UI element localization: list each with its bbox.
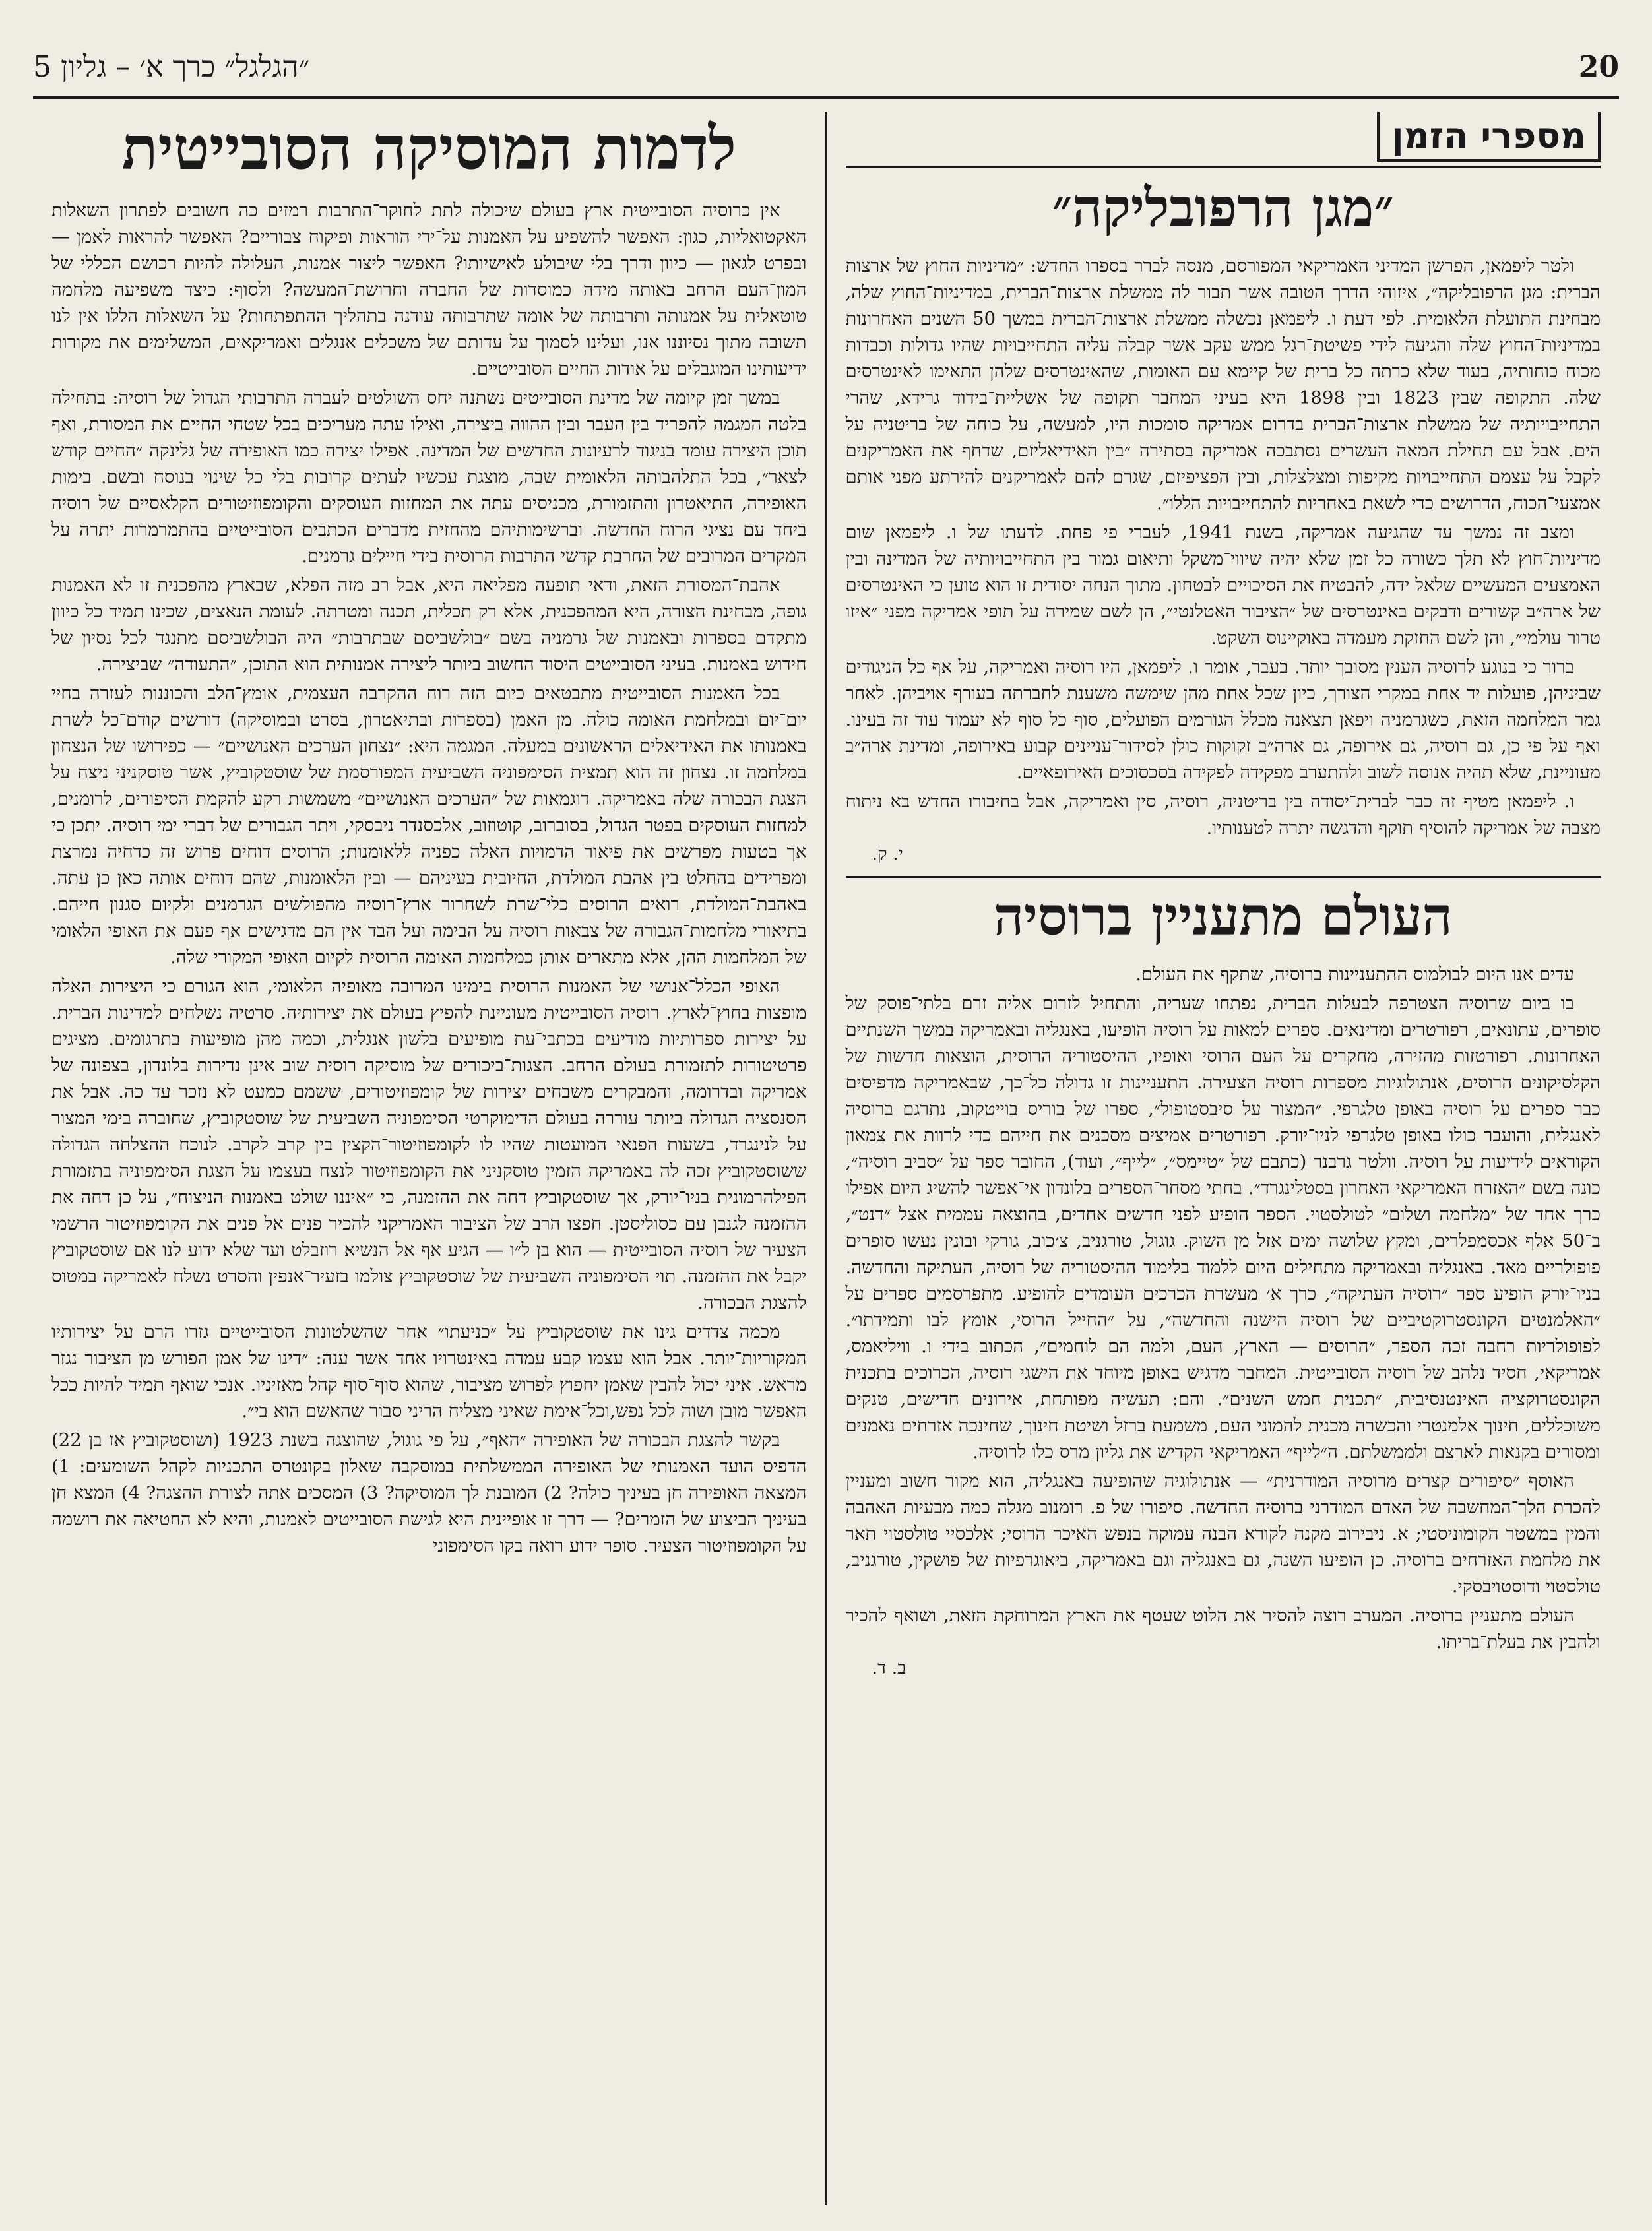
paragraph: האוסף ״סיפורים קצרים מרוסיה המודרנית״ — אנתולוגיה שהופיעה באנגליה, הוא מקור חשוב ומעניין להכרת הלך־המחשבה של האדם המודרני ברוסיה החדשה. סיפורו של פ. רומנוב מגלה כמה מבעיות האהבה והמין במשטר הקומוניסטי; א. ניבירוב מקנה לקורא הבנה עמוקה בנפש האיכר הרוסי; אלכסיי טולסטוי תאר את מלחמת האזרחים ברוסיה. כן הופיעו השנה, גם באנגליה וגם באמריקה, ביאוגרפיות של פושקין, טורגניב, טולסטוי ודוסטויבסקי. xyxy=(845,1470,1601,1597)
paragraph: האופי הכלל־אנושי של האמנות הרוסית בימינו המרובה מאופיה הלאומי, הוא הגורם כי היצירות האלה מופצות בחוץ־לארץ. רוסיה הסובייטית מעוניינת להפיץ בעולם את יצירותיה. סרטיה נשלחים למדינות הברית. על יצירות ספרותיות מודיעים בכתבי־עת מופיעים בלשון אנגלית, וכמה מהן מופיעות בתרגומים. מציגים פרטיטורות לתזמורת בעולם הרחב. הצגות־ביכורים של מוסיקה רוסית שוב אינן נדירות בלונדון, בצפונה של אמריקה ובדרומה, והמבקרים משבחים יצירות של קומפוזיטורים, ששמם כמעט לא נזכר עד כה. אבל את הסנסציה הגדולה ביותר עוררה בעולם הדימוקרטי הסימפוניה השביעית של שוסטקוביץ, שחוברה בימי המצור על לנינגרד, בשעות הפנאי המועטות שהיו לו לקומפוזיטור־הקצין בין קרב לקרב. לנוכח ההצלחה הגדולה ששוסטקוביץ זכה לה באמריקה הזמין טוסקניני את הקומפוזיטור לנצח בעצמו על הצגת הסימפוניה בתזמורת הפילהרמונית בניו־יורק, אך שוסטקוביץ דחה את ההזמנה, כי ״איננו שולט באמנות הניצוח״, על כן דחה את ההזמנה לגנבן עם כסוליסטן. חפצו הרב של הציבור האמריקני להכיר פנים אל פנים את הקומפוזיטור הרשמי הצעיר של רוסיה הסובייטית — הוא בן ל״ו — הגיע אף אל הנשיא רוזבלט ועד שלא ידוע לנו אם שוסטקוביץ יקבל את ההזמנה. תוי הסימפוניה השביעית של שוסטקוביץ צולמו בזעיר־אנפין והסרט נשלח לאמריקה במטוס להצגת הבכורה. xyxy=(51,976,807,1313)
paragraph: ולטר ליפמאן, הפרשן המדיני האמריקאי המפורסם, מנסה לברר בספרו החדש: ״מדיניות החוץ של ארצות הברית: מגן הרפובליקה״, איזוהי הדרך הטובה אשר תבור לה ממשלת ארצות־הברית, במדיניות־החוץ שלה, מבחינת התועלת הלאומית. לפי דעת ו. ליפמאן נכשלה ממשלת ארצות־הברית במשך 50 השנים האחרונות במדיניות־החוץ שלה והגיעה לידי פשיטת־רגל ממש עקב אשר קבלה עליה התחייבויות שהיו גדולות וכבדות מכוח כוחותיה, בעוד שלא כרתה כל ברית של קיימא עם האומות, שהאינטרסים שלהן התאימו לאינטרסים שלה. התקופה שבין 1823 ובין 1898 היא בעיני המחבר תקופה של אשליית־בידוד גרידא, שהרי התחייבויותיה של ממשלת ארצות־הברית בדרום אמריקה סומכות היו, למעשה, על כוחה של בריטניה על הים. אבל עם תחילת המאה העשרים נסתבכה אמריקה בסתירה ״בין האידיאליזם, שדחף את האמריקנים לקבל על עצמם התחייבויות מקיפות ומצלצלות, ובין הפציפיזם, שגרם להם לאמריקנים להירתע מפני אותם אמצעי־הכוח, הדרושים כדי לשאת באחריות להתחייבויות הללו״. xyxy=(845,255,1601,514)
section-tag: מספרי הזמן xyxy=(1377,112,1601,162)
article-title: העולם מתעניין ברוסיה xyxy=(994,885,1453,947)
article-title: לדמות המוסיקה הסובייטית xyxy=(121,113,737,183)
article-body xyxy=(51,197,807,1559)
running-title: ״הגלגל״ כרך א׳ – גליון 5 xyxy=(33,49,310,84)
paragraph: ומצב זה נמשך עד שהגיעה אמריקה, בשנת 1941, לעברי פי פחת. לדעתו של ו. ליפמאן שום מדיניות־חוץ לא תלך כשורה כל זמן שלא יהיה שיווי־משקל ותיאום גמור בין התחייבויותיה של המדינה ובין האמצעים המעשיים שלאל ידה, להבטיח את הסיכויים לבטחון. מתוך הנחה יסודית זו הוא טוען כי האינטרסים של ארה״ב קשורים ודבקים באינטרסים של ״הציבור האטלנטי״, הן לשם שמירה על תופי אמריקה מפני ״איזו טרור עולמי״, והן לשם החזקת מעמדה באוקיינוס השקט. xyxy=(845,522,1601,648)
author-signature: ב. ד. xyxy=(872,1658,906,1678)
paragraph: בו ביום שרוסיה הצטרפה לבעלות הברית, נפתחו שעריה, והתחיל לזרום אליה זרם בלתי־פוסק של סופרים, עתונאים, רפורטרים ומדינאים. ספרים למאות על רוסיה הופיעו, באנגליה ובאמריקה במשך השנתיים האחרונות. רפורטזות מהזירה, מחקרים על העם הרוסי ואופיו, ההיסטוריה הרוסית, הוצאות חדשות של הקלסיקונים הרוסים, אנתולוגיות מספרות רוסיה הצעירה. התעניינות זו גדולה כל־כך, שבאמריקה מדפיסים כבר ספרים על רוסיה באופן טלגרפי. ״המצור על סיבסטופול״, ספרו של בוריס בוייטקוב, נתרגם ברוסיה לאנגלית, והועבר כולו באופן טלגרפי לניו־יורק. רפורטרים אמיצים מסכנים את חייהם כדי לרוות את צמאון הקוראים לידיעות על רוסיה. וולטר גרבנר (כתבם של ״טיימס״, ״לייף״, ועוד), החובר ספר על ״סביב רוסיה״, כונה בשם ״האזרח האמריקאי האחרון בסטלינגרד״. בחתי מסחר־הספרים בלונדון אי־אפשר להשיג היום אפילו כרך אחד של ״מלחמה ושלום״ לטולסטוי. הספר הופיע לפני חדשים אחדים, בהוצאה עממית אצל ״דנט״, ב־50 אלף אכסמפלרים, ומקץ שלושה ימים אזל מן השוק. גוגול, טורגניב, צ׳כוב, גורקי ובונין נעשו סופרים פופולריים מאד. באנגליה ובאמריקה מתחילים היום ללמוד בלימוד ההיסטוריה של רוסיה, העתיקה והחדשה. בניו־יורק הופיע ספר ״רוסיה העתיקה״, כרך א׳ מעשרת הכרכים העומדים להופיע. מתפרסמים ספרים על ״האלמנטים הקונסטרוקטיביים של רוסיה הישנה והחדשה״, על ״החייל הרוסי, אומץ לבו ותמידתו״. לפופולריות רחבה זכה הספר, ״הרוסים — הארץ, העם, ולמה הם לוחמים״, הכתוב בידי ו. וויליאמס, אמריקאי, חסיד נלהב של רוסיה הסובייטית. המחבר מדגיש באופן מיוחד את הישגי רוסיה, הכרוכים בתכנית הקונסטרוקציה האינטנסיבית, ״תכנית חמש השנים״. והם: תעשיה מפותחת, אירונים חדישים, טנקים משוכללים, חינוך אלמנטרי והכשרה מכנית להמוני העם, משמעת ברזל ושיטת חינוך, שחינכה אזרחים נאמנים ומסורים בקנאות לארצם ולממשלתם. ה״לייף״ האמריקאי הקדיש את גליון מרס כלו לרוסיה. xyxy=(845,993,1601,1462)
left-column xyxy=(33,112,827,2205)
paragraph: מכמה צדדים גינו את שוסטקוביץ על ״כניעתו״ אחר שהשלטונות הסובייטיים גזרו הרם על יצירותיו המקוריות־יותר. אבל הוא עצמו קבע עמדה באינטרויו אחד אשר ענה: ״דינו של אמן הפורש מן הציבור נגזר מראש. איני יכול להבין שאמן יחפוץ לפרוש מציבור, שהוא סוף־סוף קהל מאזיניו. אנכי שואף תמיד להיות ככל האפשר מובן ושוה לכל נפש,וכל־אימת שאיני מצליח הריני סבור שהאשם הוא בי״. xyxy=(51,1321,807,1422)
paragraph: ברור כי בנוגע לרוסיה הענין מסובך יותר. בעבר, אומר ו. ליפמאן, היו רוסיה ואמריקה, על אף כל הניגודים שביניהן, פועלות יד אחת במקרי הצורך, כיון שכל אחת מהן שימשה משענת לחברתה בעורף אויביהן. לאחר גמר המלחמה הזאת, כשגרמניה ויפאן תצאנה מכלל הגורמים הפועלים, סוף כל סוף לא יעמוד עוד זה בעינו. ואף על פי כן, גם רוסיה, גם אירופה, גם ארה״ב זקוקות כולן לסידור־עניינים קבוע באירופה, ומדינת ארה״ב מעוניינת, שלא תהיה אנוסה לשוב ולהתערב מפקידה לפקידה בסכסוכים האירופאיים. xyxy=(845,656,1601,783)
paragraph: אהבת־המסורת הזאת, ודאי תופעה מפליאה היא, אבל רב מזה הפלא, שבארץ מהפכנית זו לא האמנות גופה, מבחינת הצורה, היא המהפכנית, אלא רק תכלית, תכנה ומטרתה. לעומת הנאצים, שכינו תמיד כל כיוון מתקדם בספרות ובאמנות של גרמניה בשם ״בולשביסם שבתרבות״ היה הבולשביסם מתנגד לכל נסיון של חידוש באמנות. בעיני הסובייטים היסוד החשוב ביותר ליצירה אמנותית הוא התוכן, ״התעודה״ שביצירה. xyxy=(51,575,807,675)
paragraph: העולם מתעניין ברוסיה. המערב רוצה להסיר את הלוט שעטף את הארץ המרוחקת הזאת, ושואף להכיר ולהבין את בעלת־בריתו. xyxy=(845,1605,1601,1652)
article-divider xyxy=(846,876,1601,878)
paragraph: במשך זמן קיומה של מדינת הסובייטים נשתנה יחס השולטים לעברה התרבותי הגדול של רוסיה: בתחילה בלטה המגמה להפריד בין העבר ובין ההווה ביצירה, ואילו עתה מעריכים בכל שטחי החיים את המסורת, ואף תוכן היצירה עומד בניגוד לרעיונות החדשים של המדינה. אפילו יצירה כמו האופירה של גלינקה ״החיים קודש לצאר״, בכל התלהבותה הלאומית שבה, מוצגת עכשיו לעתים קרובות בלי כל שינוי בנוסח ובשם. בימות האופירה, התיאטרון והתזמורת, מכניסים עתה את המחזות העוסקים והקומפוזיטורים הקלאסיים של רוסיה ביחד עם נציגי הרוח החדשה. וברשימותיהם מהחזית מדברים הכתבים הסובייטיים בהתמרמרות יתרה על המקרים המרובים של החרבת קדשי התרבות הרוסית בידי חיילים גרמנים. xyxy=(51,387,807,567)
paragraph: בכל האמנות הסובייטית מתבטאים כיום הזה רוח ההקרבה העצמית, אומץ־הלב והכוננות לעזרה בחיי יום־יום ובמלחמת האומה כולה. מן האמן (בספרות ובתיאטרון, בסרט ובמוסיקה) דורשים קודם־כל לשרת באמנותו את האידיאלים הראשונים במעלה. המגמה היא: ״נצחון הערכים האנושיים״ — כפירושו של הנצחון במלחמה זו. נצחון זה הוא תמצית הסימפוניה השביעית המפורסמת של שוסטקוביץ, אשר טוסקניני ניצח על הצגת הבכורה שלה באמריקה. דוגמאות של ״הערכים האנושיים״ משמשות רקע להקמת הסיפורים, לרומנים, למחזות העוסקים בפטר הגדול, בסוברוב, קוטוזוב, אלכסנדר ניבסקי, ויתר הגבורים של דברי ימי רוסיה. יתכן כי אך בטעות מפרשים את פיאור הדמויות האלה כפניה ללאומנות; הרוסים דוחים פרוש זה כדחיה נמרצת ומפרידים בהחלט בין אהבת המולדת, החיובית בעיניהם — ובין הלאומנות, שהם דוחים אותה כאן כן עתה. באהבת־המולדת, רואים הרוסים כלי־שרת לשחרור ארץ־רוסיה מהפולשים הגרמנים ולקיום סגנון חייהם. בתיאורי מלחמות־הגבורה של צבאות רוסיה על הבימה ועל הבד אין הם מדגישים אף פעם את האופי הלאומי של המלחמות ההן, אלא מתארים אותן כמלחמות האומה הרוסית לקיום האופי המקורי שלה. xyxy=(51,683,807,968)
paragraph: אין כרוסיה הסובייטית ארץ בעולם שיכולה לתת לחוקר־התרבות רמזים כה חשובים לפתרון השאלות האקטואליות, כגון: האפשר להשפיע על האמנות על־ידי הוראות ופיקוח צבוריים? האפשר להראות לאמן — ובפרט לגאון — כיוון ודרך בלי שיבולע לאישיותו? האפשר ליצור אמנות, העלולה להיות רכושם הכללי של המון־העם הרחב באותה מידה כמוסדות של החברה וחרושת־המעשה? ולסוף: כיצד משפיעה מלחמה טוטאלית על אמנותה ותרבותה של אומה שתרבותה עודנה בתהליך ההתפתחות? על השאלות הללו אין לנו תשובה מתוך נסיוננו אנו, ועלינו לסמוך על עדותם של משכלים אנגלים ואמריקאים, המשלימים את מקורות ידיעותינו המוגבלים על אודות החיים הסובייטיים. xyxy=(51,200,807,379)
page-header xyxy=(33,37,1619,99)
author-signature: י. ק. xyxy=(872,844,903,864)
paragraph: עדים אנו היום לבולמוס ההתעניינות ברוסיה, שתקף את העולם. xyxy=(1135,964,1574,985)
paragraph: בקשר להצגת הבכורה של האופירה ״האף״, על פי גוגול, שהוצגה בשנת 1923 (ושוסטקוביץ אז בן 22) הדפיס הועד האמנותי של האופירה הממשלתית במוסקבה שאלון בקונטרס התכניות לקהל השומעים: 1) המצאה האופירה חן בעיניך כולה? 2) המובנת לך המוסיקה? 3) המסכים אתה לצורת ההצגה? 4) המצא חן בעיניך הביצוע של הזמרים? — דרך זו אופיינית היא לגישת הסובייטים לאמנות, והיא לא החטיאה את רושמה על הקומפוזיטור הצעיר. סופר ידוע רואה בקו הסימפוני xyxy=(51,1430,807,1556)
article-body xyxy=(846,253,1601,864)
page-number: 20 xyxy=(1578,49,1619,84)
article-body xyxy=(846,961,1601,1678)
section-header xyxy=(846,112,1601,168)
article-columns xyxy=(33,112,1619,2205)
article-title: ״מגן הרפובליקה״ xyxy=(1052,177,1394,239)
paragraph: ו. ליפמאן מטיף זה כבר לברית־יסודה בין בריטניה, רוסיה, סין ואמריקה, אבל בחיבורו החדש בא ניתוח מצבה של אמריקה להוסיף תוקף והדגשה יתרה לטענותיו. xyxy=(845,791,1601,838)
right-column xyxy=(827,112,1620,2205)
